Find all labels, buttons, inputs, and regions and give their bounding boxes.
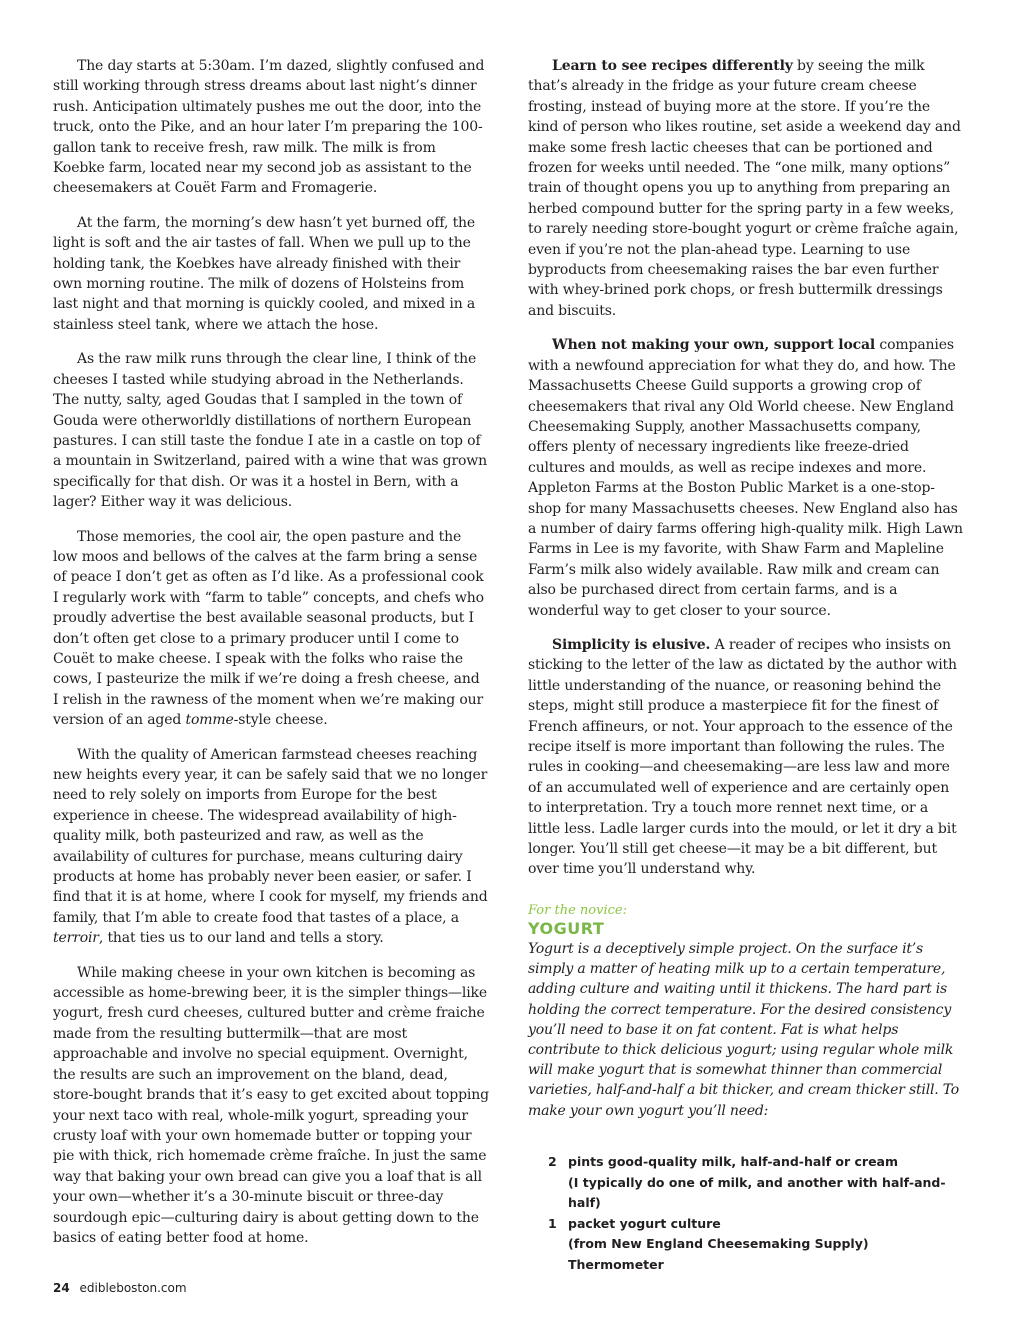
- paragraph: When not making your own, support local companies with a newfound appreciation for what they do, and how. The Massachusetts Cheese Guild supports a growing crop of cheesemakers that rival any Old World cheese. New England Cheesemaking Supply, another Massachusetts company, offers plenty of necessary ingredients like freeze-dried cultures and moulds, as well as recipe indexes and more. Appleton Farms at the Boston Public Market is a one-stop-shop for many Massachusetts cheeses. New England also has a number of dairy farms offering high-quality milk. High Lawn Farms in Lee is my favorite, with Shaw Farm and Mapleline Farm’s milk also widely available. Raw milk and cream can also be purchased direct from certain farms, and is a wonderful way to get closer to your source.: [528, 337, 963, 619]
- paragraph-lead: Simplicity is elusive.: [552, 636, 711, 653]
- paragraph: Learn to see recipes differently by seeing the milk that’s already in the fridge as your future cream cheese frosting, instead of buying more at the store. If you’re the kind of person who likes routine, set aside a weekend day and make some fresh lactic cheeses that can be portioned and frozen for weeks until needed. The “one milk, many options” train of thought opens you up to anything from preparing an herbed compound butter for the spring party in a few weeks, to rarely needing store-bought yogurt or crème fraîche again, even if you’re not the plan-ahead type. Learning to use byproducts from cheesemaking raises the bar even further with whey-brined pork chops, or fresh buttermilk dressings and biscuits.: [528, 58, 961, 319]
- ingredient-list: [548, 1152, 968, 1275]
- paragraph: Those memories, the cool air, the open pasture and the low moos and bellows of the calves at the farm bring a sense of peace I don’t get as often as I’d like. As a professional cook I regularly work with “farm to table” concepts, and chefs who proudly advertise the best available seasonal products, but I don’t often get close to a primary producer until I come to Couët to make cheese. I speak with the folks who raise the cows, I pasteurize the milk if we’re doing a fresh cheese, and I relish in the rawness of the moment when we’re making our version of an aged tomme-style cheese.: [53, 528, 484, 729]
- sidebar-title: YOGURT: [528, 919, 605, 938]
- page-number: 24: [53, 1281, 70, 1295]
- ingredient-qty: [548, 1255, 568, 1276]
- paragraph: The day starts at 5:30am. I’m dazed, slightly confused and still working through stress dreams about last night’s dinner rush. Anticipation ultimately pushes me out the door, into the truck, onto the Pike, and an hour later I’m preparing the 100-gallon tank to receive fresh, raw milk. The milk is from Koebke farm, located near my second job as assistant to the cheesemakers at Couët Farm and Fromagerie.: [53, 58, 485, 197]
- ingredient-qty: 2: [548, 1154, 557, 1169]
- site-name: edibleboston.com: [79, 1281, 187, 1295]
- ingredient-text: pints good-quality milk, half-and-half or cream: [568, 1154, 899, 1169]
- italic-term: terroir: [53, 930, 99, 947]
- italic-term: tomme: [185, 712, 234, 729]
- ingredient-qty: 1: [548, 1215, 557, 1231]
- paragraph: At the farm, the morning’s dew hasn’t yet burned off, the light is soft and the air tastes of fall. When we pull up to the holding tank, the Koebkes have already finished with their own morning routine. The milk of dozens of Holsteins from last night and that morning is quickly cooled, and mixed in a stainless steel tank, where we attach the hose.: [53, 214, 476, 333]
- page-footer: [53, 1281, 187, 1295]
- left-column: [53, 56, 489, 1262]
- paragraph: As the raw milk runs through the clear line, I think of the cheeses I tasted while studying abroad in the Netherlands. The nutty, salty, aged Goudas that I sampled in the town of Gouda were otherworldly distillations of northern European pastures. I can still taste the fondue I ate in a castle on top of a mountain in Switzerland, paired with a wine that was grown specifically for that dish. Or was it a hostel in Bern, with a lager? Either way it was delicious.: [53, 351, 487, 511]
- yogurt-sidebar: [528, 903, 964, 1121]
- paragraph: While making cheese in your own kitchen is becoming as accessible as home-brewing beer, it is the simpler things—like yogurt, fresh curd cheeses, cultured butter and crème fraiche made from the resulting buttermilk—that are most approachable and involve no special equipment. Overnight, the results are such an improvement on the bland, dead, store-bought brands that it’s easy to get excited about topping your next taco with real, whole-milk yogurt, spreading your crusty loaf with your own homemade butter or topping your pie with thick, rich homemade crème fraîche. In just the same way that baking your own bread can give you a loaf that is all your own—whether it’s a 30-minute biscuit or three-day sourdough epic—culturing dairy is about getting down to the basics of eating better food at home.: [53, 964, 489, 1246]
- ingredient-text: Thermometer: [568, 1256, 664, 1272]
- sidebar-kicker: For the novice:: [528, 903, 627, 918]
- paragraph: Simplicity is elusive. A reader of recipes who insists on sticking to the letter of the law as dictated by the author with little understanding of the nuance, or reasoning behind the steps, might still produce a masterpiece fit for the finest of French affineurs, or not. Your approach to the essence of the recipe itself is more important than following the rules. The rules in cooking—and cheesemaking—are less law and more of an accumulated well of experience and are certainly open to interpretation. Try a touch more rennet next time, or a little less. Ladle larger curds into the mould, or let it dry a bit longer. You’ll still get cheese—it may be a bit different, but over time you’ll understand why.: [528, 636, 957, 878]
- ingredient-note: (from New England Cheesemaking Supply): [568, 1236, 869, 1251]
- paragraph-lead: Learn to see recipes differently: [552, 58, 793, 74]
- paragraph-lead: When not making your own, support local: [552, 337, 876, 354]
- ingredient-item: [548, 1255, 968, 1276]
- paragraph: With the quality of American farmstead cheeses reaching new heights every year, it can be safely said that we no longer need to rely solely on imports from Europe for the best experience in cheese. The widespread availability of high-quality milk, both pasteurized and raw, as well as the availability of cultures for purchase, means culturing dairy products at home has probably never been easier, or safer. I find that it is at home, where I cook for myself, my friends and family, that I’m able to create food that tastes of a place, a terroir, that ties us to our land and tells a story.: [53, 746, 488, 947]
- ingredient-note: (I typically do one of milk, and another with half-and-half): [568, 1174, 946, 1210]
- sidebar-intro: Yogurt is a deceptively simple project. On the surface it’s simply a matter of heating milk up to a certain temperature, adding culture and waiting until it thickens. The hard part is holding the correct temperature. For the desired consistency you’ll need to base it on fat content. Fat is what helps contribute to thick delicious yogurt; using regular whole milk will make yogurt that is somewhat thinner than commercial varieties, half-and-half a bit thicker, and cream thicker still. To make your own yogurt you’ll need:: [528, 941, 960, 1119]
- ingredient-item: [548, 1152, 968, 1214]
- right-column: [528, 56, 964, 894]
- ingredient-text: packet yogurt culture: [568, 1215, 721, 1231]
- ingredient-item: [548, 1214, 968, 1255]
